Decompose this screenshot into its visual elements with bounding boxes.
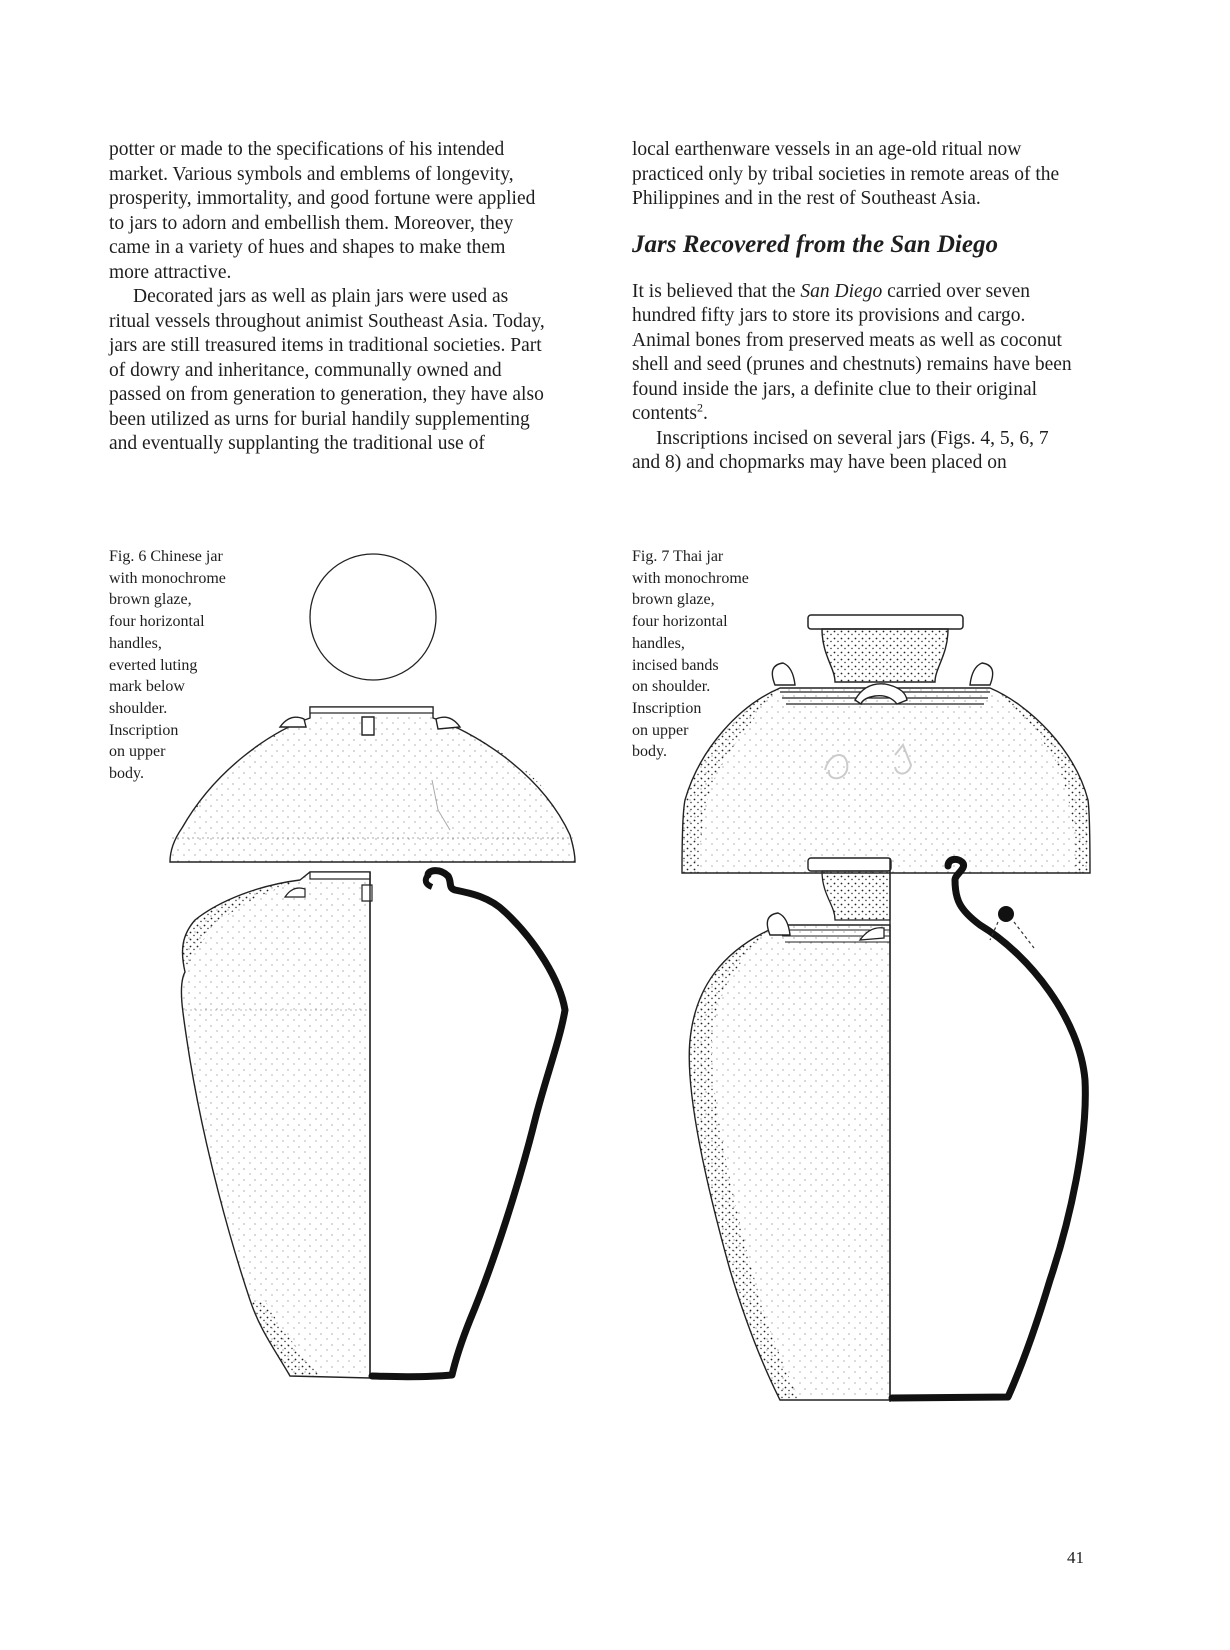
caption-line: shoulder. xyxy=(109,699,168,717)
caption-line: Inscription xyxy=(109,721,179,739)
caption-line: Inscription xyxy=(632,699,702,717)
caption-line: handles, xyxy=(109,634,162,652)
figure-7-thai-jar-drawing xyxy=(670,600,1100,1410)
right-paragraph-2 xyxy=(632,280,1072,427)
section-heading: Jars Recovered from the San Diego xyxy=(632,230,998,258)
right-paragraph-3: Inscriptions incised on several jars (Figs. 4, 5, 6, 7 and 8) and chopmarks may have been placed on xyxy=(632,427,1049,473)
paragraph-text: carried over seven hundred fifty jars to store its provisions and cargo. Animal bones from preserved meats as well as coconut shell and seed (prunes and chestnuts) remains have been found inside the jars, a definite clue to their original contents xyxy=(632,280,1072,424)
caption-line: body. xyxy=(109,765,144,783)
caption-line: handles, xyxy=(632,634,685,652)
left-paragraph-2: Decorated jars as well as plain jars were used as ritual vessels throughout animist Southeast Asia. Today, jars are still treasured items in traditional societies. Part of dowry and inheritance, communally owned and passed on from generation to generation, they have also been utilized as urns for burial handily supplementing and eventually supplanting the traditional use of xyxy=(109,286,545,454)
footnote-marker: 2 xyxy=(696,400,703,415)
caption-line: body. xyxy=(632,743,667,761)
page-number: 41 xyxy=(1067,1548,1084,1567)
jar-profile xyxy=(689,858,1085,1402)
caption-line: with monochrome xyxy=(632,569,749,587)
right-paragraph-1: local earthenware vessels in an age-old ritual now practiced only by tribal societies in remote areas of the Philippines and in the rest of Southeast Asia. xyxy=(632,139,1060,209)
caption-line: brown glaze, xyxy=(632,591,715,609)
caption-line: four horizontal xyxy=(632,613,728,631)
paragraph-text: . xyxy=(702,403,708,424)
jar-profile xyxy=(181,871,565,1378)
caption-line: incised bands xyxy=(632,656,719,674)
caption-line: on upper xyxy=(632,721,689,739)
ship-name: San Diego xyxy=(800,280,883,302)
caption-line: Fig. 6 Chinese jar xyxy=(109,548,223,565)
caption-line: on upper xyxy=(109,743,166,761)
right-text-column xyxy=(632,138,1072,476)
left-paragraph-1: potter or made to the specifications of his intended market. Various symbols and emblems of longevity, prosperity, immortality, and good fortune were applied to jars to adorn and embellish them. Moreover, they came in a variety of hues and shapes to make them more attractive. xyxy=(109,139,536,283)
left-text-column xyxy=(109,138,549,457)
caption-line: with monochrome xyxy=(109,569,226,587)
figure-6-chinese-jar-drawing xyxy=(160,545,580,1385)
caption-line: Fig. 7 Thai jar xyxy=(632,548,724,565)
caption-line: everted luting xyxy=(109,656,198,674)
caption-line: on shoulder. xyxy=(632,678,711,696)
caption-line: mark below xyxy=(109,678,185,696)
shoulder-detail xyxy=(170,707,575,862)
paragraph-text: It is believed that the xyxy=(632,280,801,302)
jar-top-view-circle xyxy=(310,554,436,680)
shoulder-detail xyxy=(682,615,1090,873)
caption-line: brown glaze, xyxy=(109,591,192,609)
caption-line: four horizontal xyxy=(109,613,205,631)
